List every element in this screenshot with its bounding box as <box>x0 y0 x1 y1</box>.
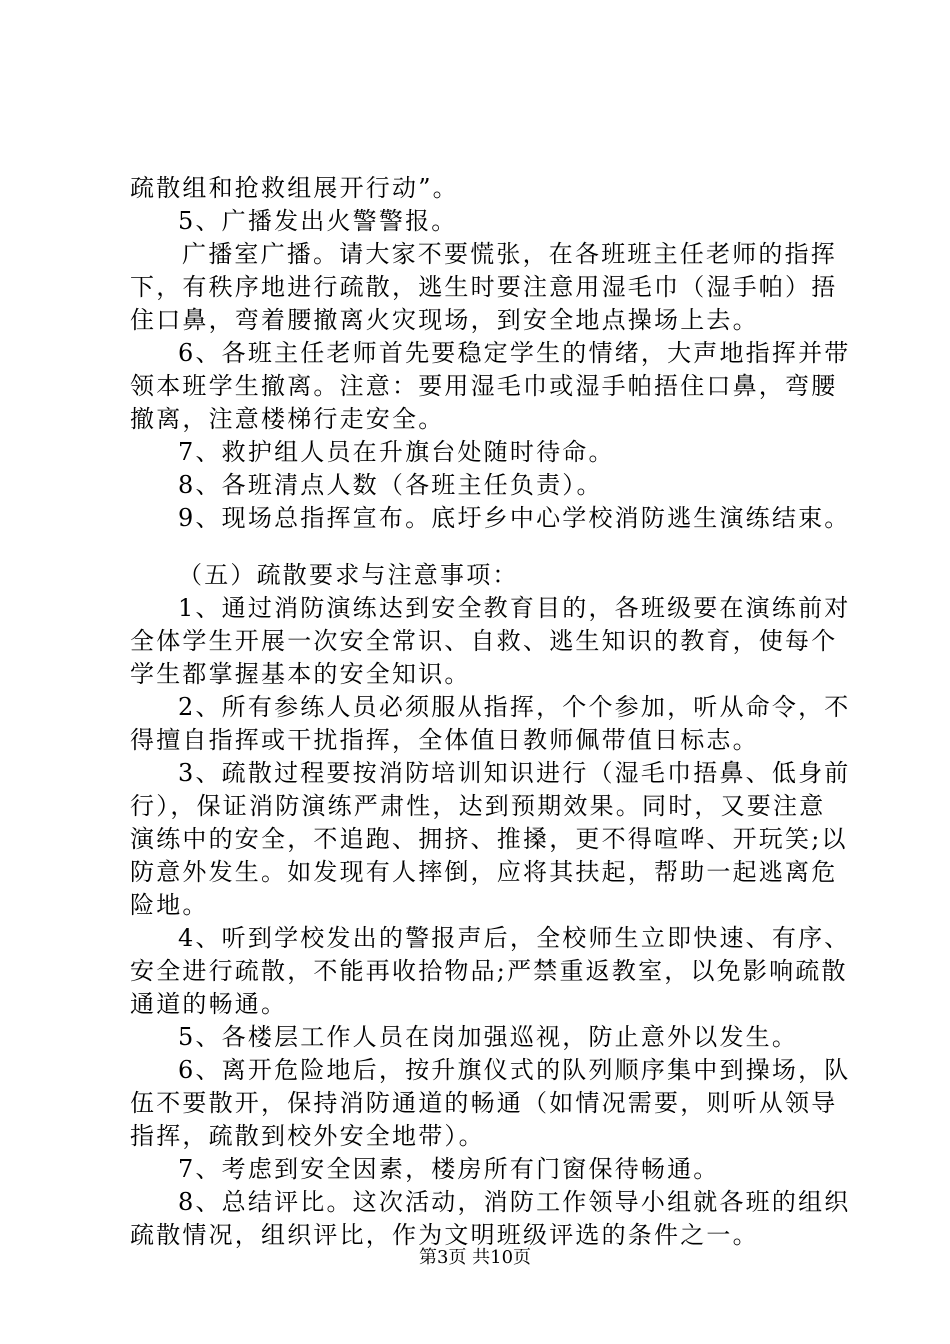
text-line: 领本班学生撤离。注意：要用湿毛巾或湿手帕捂住口鼻，弯腰 <box>130 372 838 400</box>
text-line: 广播室广播。请大家不要慌张，在各班班主任老师的指挥 <box>182 240 837 268</box>
text-line: 行），保证消防演练严肃性，达到预期效果。同时，又要注意 <box>130 792 826 820</box>
list-item: 1、通过消防演练达到安全教育目的，各班级要在演练前对 <box>178 594 851 622</box>
list-item: 6、各班主任老师首先要稳定学生的情绪，大声地指挥并带 <box>178 339 851 367</box>
page-footer: 第3页 共10页 <box>418 1247 532 1268</box>
list-item: 7、救护组人员在升旗台处随时待命。 <box>178 438 615 466</box>
text-line: 通道的畅通。 <box>130 990 288 1018</box>
list-item: 6、离开危险地后，按升旗仪式的队列顺序集中到操场，队 <box>178 1056 851 1084</box>
list-item: 5、各楼层工作人员在岗加强巡视，防止意外以发生。 <box>178 1023 799 1051</box>
text-line: 险地。 <box>130 891 209 919</box>
text-line: 疏散组和抢救组展开行动”。 <box>130 174 459 202</box>
text-line: 指挥，疏散到校外安全地带）。 <box>130 1122 485 1150</box>
text-line: 疏散情况，组织评比，作为文明班级评选的条件之一。 <box>130 1221 759 1249</box>
text-line: 防意外发生。如发现有人摔倒，应将其扶起，帮助一起逃离危 <box>130 858 838 886</box>
text-line: 下，有秩序地进行疏散，逃生时要注意用湿毛巾（湿手帕）捂 <box>130 273 838 301</box>
text-line: 学生都掌握基本的安全知识。 <box>130 660 471 688</box>
list-item: 4、听到学校发出的警报声后，全校师生立即快速、有序、 <box>178 924 851 952</box>
list-item: 8、总结评比。这次活动，消防工作领导小组就各班的组织 <box>178 1188 851 1216</box>
list-item: 3、疏散过程要按消防培训知识进行（湿毛巾捂鼻、低身前 <box>178 759 851 787</box>
document-body <box>130 172 851 1252</box>
text-line: 住口鼻，弯着腰撤离火灾现场，到安全地点操场上去。 <box>130 306 759 334</box>
text-line: 撤离，注意楼梯行走安全。 <box>130 405 445 433</box>
text-line: 安全进行疏散，不能再收拾物品;严禁重返教室，以免影响疏散 <box>130 957 848 985</box>
text-line: 伍不要散开，保持消防通道的畅通（如情况需要，则听从领导 <box>130 1089 838 1117</box>
list-item: 8、各班清点人数（各班主任负责）。 <box>178 471 603 499</box>
list-item: 5、广播发出火警警报。 <box>178 207 458 235</box>
list-item: 9、现场总指挥宣布。底圩乡中心学校消防逃生演练结束。 <box>178 504 851 532</box>
section-heading: （五）疏散要求与注意事项： <box>178 561 519 589</box>
list-item: 7、考虑到安全因素，楼房所有门窗保待畅通。 <box>178 1155 720 1183</box>
text-line: 演练中的安全，不追跑、拥挤、推搡，更不得喧哗、开玩笑;以 <box>130 825 848 853</box>
paragraph-spacer <box>130 535 830 559</box>
list-item: 2、所有参练人员必须服从指挥，个个参加，听从命令，不 <box>178 693 851 721</box>
text-line: 得擅自指挥或干扰指挥，全体值日教师佩带值日标志。 <box>130 726 759 754</box>
text-line: 全体学生开展一次安全常识、自救、逃生知识的教育，使每个 <box>130 627 838 655</box>
